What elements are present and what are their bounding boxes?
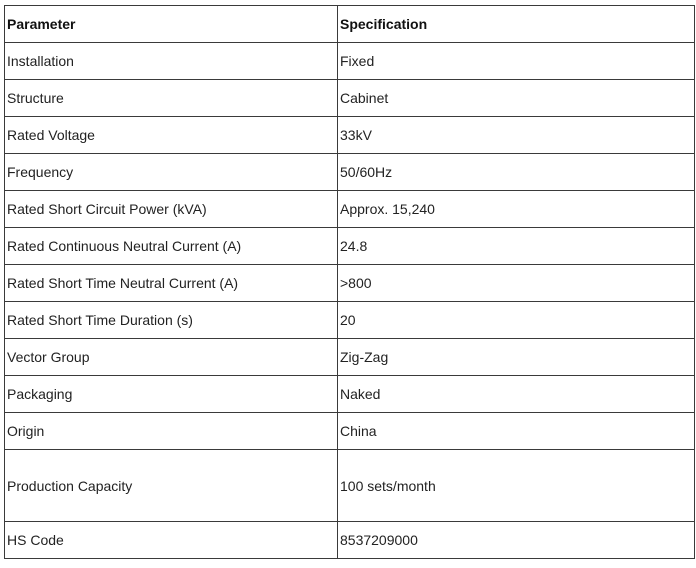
parameter-cell: Rated Voltage xyxy=(5,117,338,154)
specification-cell: >800 xyxy=(338,265,695,302)
specification-cell: 20 xyxy=(338,302,695,339)
specification-cell: Cabinet xyxy=(338,80,695,117)
table-row xyxy=(5,339,695,376)
specification-cell: China xyxy=(338,413,695,450)
specification-cell: 100 sets/month xyxy=(338,450,695,522)
parameter-cell: Installation xyxy=(5,43,338,80)
table-header-row xyxy=(5,6,695,43)
parameter-cell: Rated Continuous Neutral Current (A) xyxy=(5,228,338,265)
parameter-cell: Vector Group xyxy=(5,339,338,376)
specification-cell: 8537209000 xyxy=(338,522,695,559)
header-specification: Specification xyxy=(338,6,695,43)
specification-cell: 50/60Hz xyxy=(338,154,695,191)
table-row xyxy=(5,80,695,117)
table-row xyxy=(5,228,695,265)
table-row xyxy=(5,117,695,154)
parameter-cell: Rated Short Time Duration (s) xyxy=(5,302,338,339)
parameter-cell: Packaging xyxy=(5,376,338,413)
specification-table xyxy=(4,5,695,559)
parameter-cell: Origin xyxy=(5,413,338,450)
table-row xyxy=(5,522,695,559)
specification-cell: Approx. 15,240 xyxy=(338,191,695,228)
parameter-cell: Production Capacity xyxy=(5,450,338,522)
table-row xyxy=(5,302,695,339)
table-row xyxy=(5,413,695,450)
parameter-cell: Rated Short Circuit Power (kVA) xyxy=(5,191,338,228)
specification-cell: Naked xyxy=(338,376,695,413)
table-row xyxy=(5,191,695,228)
specification-cell: 24.8 xyxy=(338,228,695,265)
specification-cell: Zig-Zag xyxy=(338,339,695,376)
table-row xyxy=(5,450,695,522)
table-row xyxy=(5,265,695,302)
specification-cell: Fixed xyxy=(338,43,695,80)
table-row xyxy=(5,43,695,80)
table-row xyxy=(5,376,695,413)
header-parameter: Parameter xyxy=(5,6,338,43)
parameter-cell: Frequency xyxy=(5,154,338,191)
specification-cell: 33kV xyxy=(338,117,695,154)
parameter-cell: Structure xyxy=(5,80,338,117)
table-row xyxy=(5,154,695,191)
parameter-cell: Rated Short Time Neutral Current (A) xyxy=(5,265,338,302)
parameter-cell: HS Code xyxy=(5,522,338,559)
